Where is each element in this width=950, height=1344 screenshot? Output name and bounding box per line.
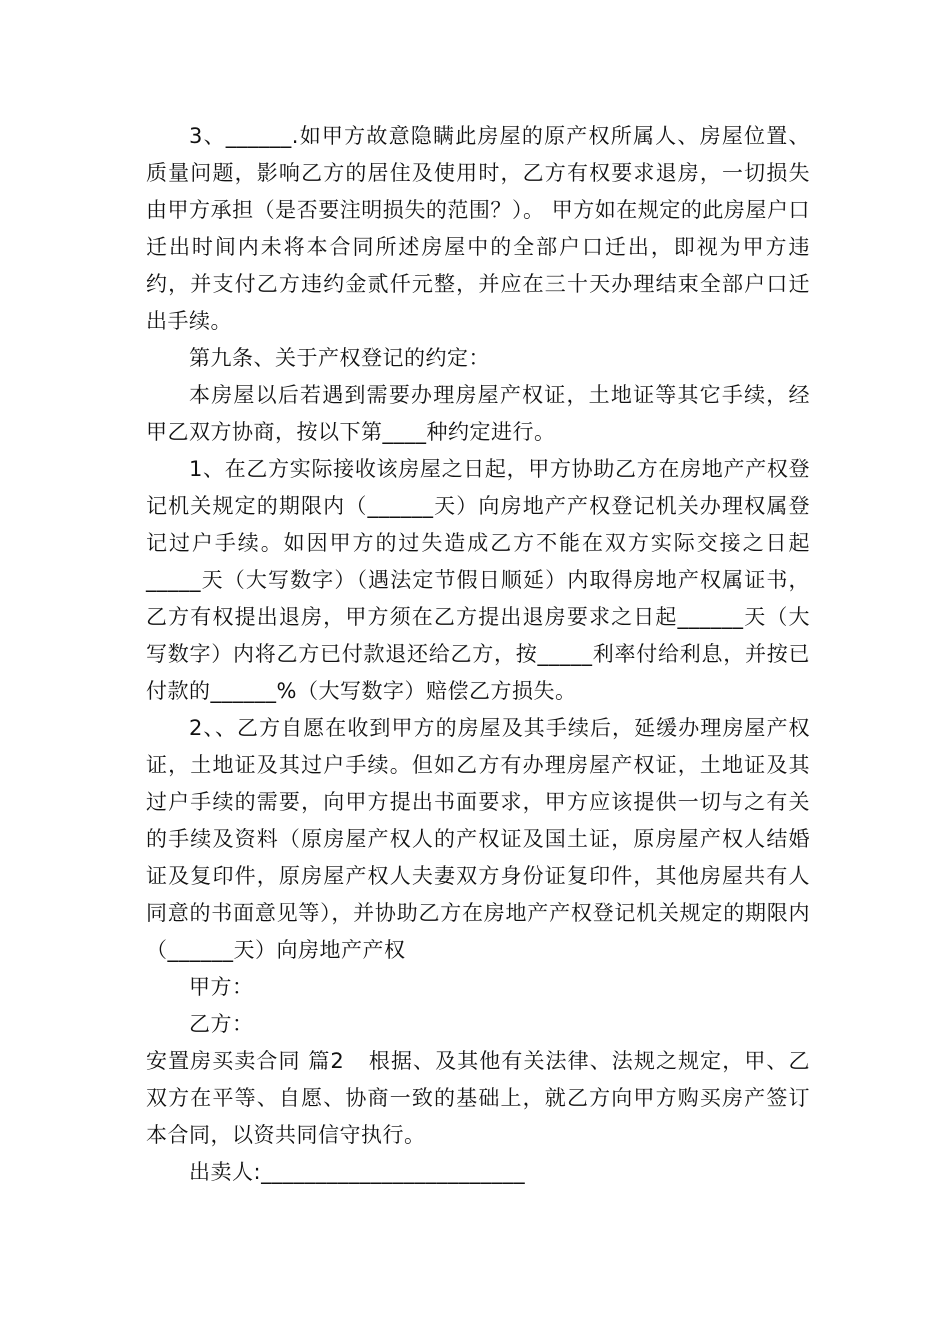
party-b-signature: 乙方： [189, 1012, 254, 1036]
option-2-paragraph: 2、、乙方自愿在收到甲方的房屋及其手续后，延缓办理房屋产权证，土地证及其过户手续。但如乙方有办理房屋产权证，土地证及其过户手续的需要，向甲方提出书面要求，甲方应该提供一切与之有关的手续及资料（原房屋产权人的产权证及国土证，原房屋产权人结婚证及复印件，原房屋产权人夫妻双方身份证复印件，其他房屋共有人同意的书面意见等），并协助乙方在房地产产权登记机关规定的期限内（______天）向房地产产权 [146, 716, 810, 962]
party-a-signature: 甲方： [189, 975, 254, 999]
section-2-body: 根据、及其他有关法律、法规之规定，甲、乙双方在平等、自愿、协商一致的基础上，就乙方向甲方购买房产签订本合同，以资共同信守执行。 [146, 1049, 810, 1147]
article-9-heading: 第九条、关于产权登记的约定： [189, 346, 490, 370]
option-1-paragraph: 1、在乙方实际接收该房屋之日起，甲方协助乙方在房地产产权登记机关规定的期限内（______天）向房地产产权登记机关办理权属登记过户手续。如因甲方的过失造成乙方不能在双方实际交接之日起_____天（大写数字）（遇法定节假日顺延）内取得房地产权属证书，乙方有权提出退房，甲方须在乙方提出退房要求之日起______天（大写数字）内将乙方已付款退还给乙方，按_____利率付给利息，并按已付款的______%（大写数字）赔偿乙方损失。 [146, 457, 810, 703]
clause-3-paragraph: 3、______.如甲方故意隐瞒此房屋的原产权所属人、房屋位置、质量问题，影响乙方的居住及使用时，乙方有权要求退房，一切损失由甲方承担（是否要注明损失的范围？）。 甲方如在规定的此房屋户口迁出时间内未将本合同所述房屋中的全部户口迁出，即视为甲方违约，并支付乙方违约金贰仟元整，并应在三十天办理结束全部户口迁出手续。 [146, 124, 810, 333]
document-body [146, 118, 810, 1191]
section-2-paragraph [146, 1043, 810, 1154]
article-9-intro: 本房屋以后若遇到需要办理房屋产权证，土地证等其它手续，经甲乙双方协商，按以下第____种约定进行。 [146, 383, 810, 444]
seller-line: 出卖人:________________________ [189, 1160, 526, 1184]
section-title: 安置房买卖合同 篇2 [146, 1049, 345, 1073]
